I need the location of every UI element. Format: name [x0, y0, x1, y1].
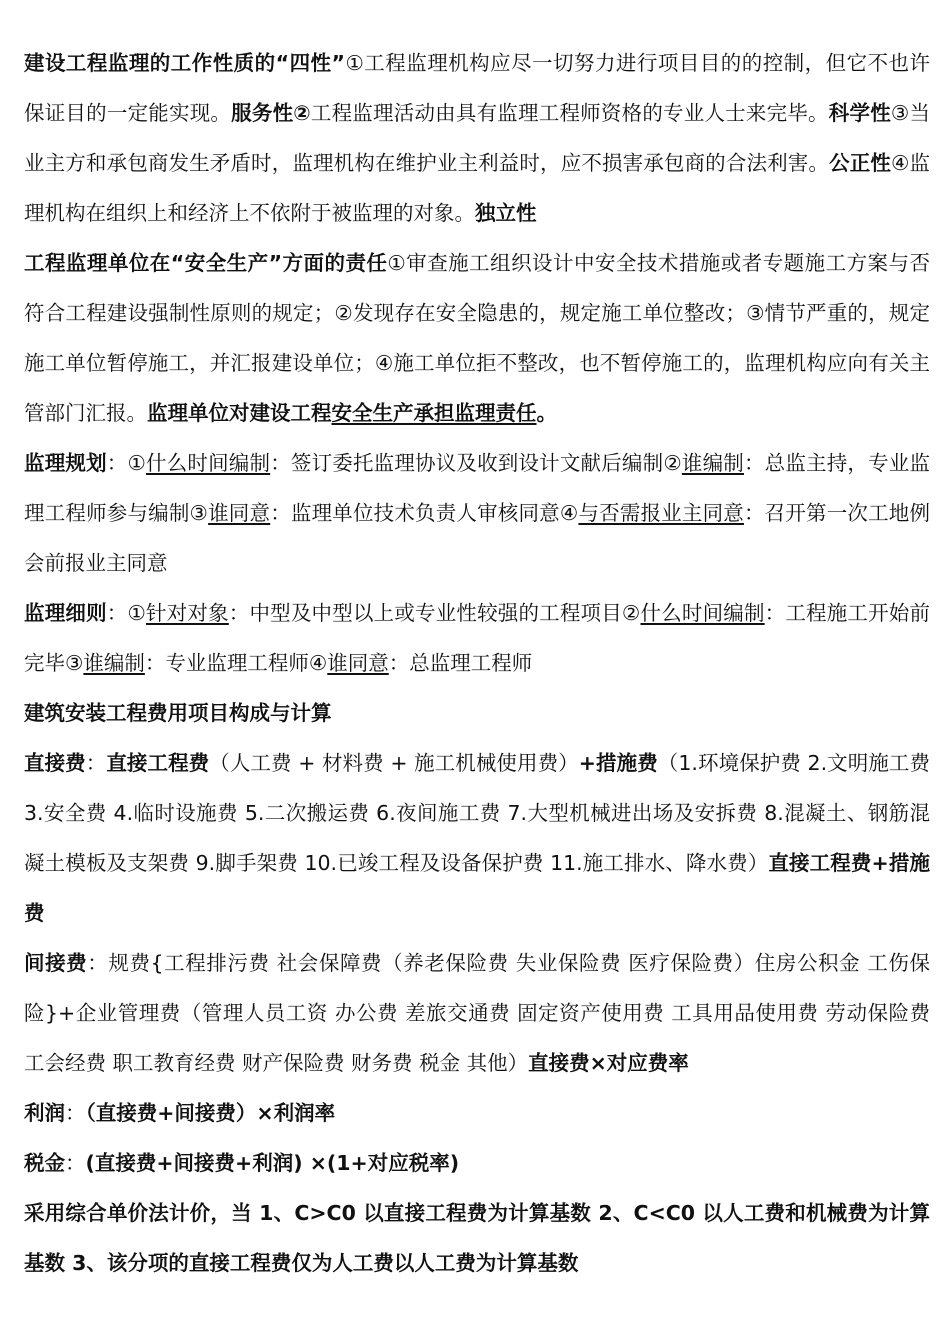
label-service: 服务性②	[231, 101, 311, 125]
text: （1.环境保护费 2.文明施工费 3.安全费 4.临时设施费 5.二次搬运费 6.夜间施工费 7.大型机械进出场及安拆费 8.混凝土、钢筋混凝土模板及支架费 9.脚手架费 10.已竣工程及设备保护费 11.施工排水、降水费）	[24, 751, 931, 875]
formula-tax: (直接费+间接费+利润) ×(1+对应税率)	[85, 1151, 460, 1175]
paragraph-indirect-cost	[24, 938, 930, 1088]
paragraph-safety-responsibility	[24, 238, 930, 438]
text-underline: 谁编制	[83, 651, 145, 675]
text: （人工费 + 材料费 + 施工机械使用费）	[209, 751, 579, 775]
text: ：	[65, 1101, 86, 1125]
text: ：①	[106, 601, 147, 625]
text-bold: 。	[536, 401, 557, 425]
label-measure-cost: +措施费	[578, 751, 658, 775]
label-direct-engineering-cost: 直接工程费	[106, 751, 210, 775]
paragraph-tax	[24, 1138, 930, 1188]
text: ：①	[106, 451, 147, 475]
text: ：总监主持，专业监理工程师参与编制③	[24, 451, 930, 525]
text: ①审查施工组织设计中安全技术措施或者专题施工方案与否符合工程建设强制性原则的规定；②发现存在安全隐患的，规定施工单位整改；③情节严重的，规定施工单位暂停施工，并汇报建设单位；④施工单位拒不整改，也不暂停施工的，监理机构应向有关主管部门汇报。	[24, 251, 930, 425]
text: ：监理单位技术负责人审核同意④	[270, 501, 579, 525]
label-independence: 独立性	[475, 201, 537, 225]
heading-direct-cost: 直接费	[24, 751, 86, 775]
text: ③当业主方和承包商发生矛盾时，监理机构在维护业主利益时，应不损害承包商的合法利害。	[24, 101, 931, 175]
text-underline: 针对对象	[146, 601, 229, 625]
text: ：签订委托监理协议及收到设计文献后编制②	[270, 451, 682, 475]
text-underline: 与否需报业主同意	[578, 501, 744, 525]
formula-profit: （直接费+间接费）×利润率	[85, 1101, 336, 1125]
text: ：工程施工开始前完毕③	[24, 601, 930, 675]
heading-profit: 利润	[24, 1101, 65, 1125]
paragraph-four-natures	[24, 38, 930, 238]
label-fairness: 公正性	[829, 151, 891, 175]
paragraph-supervision-rules	[24, 588, 930, 688]
heading-supervision-rules: 监理细则	[24, 601, 107, 625]
paragraph-cost-structure-title	[24, 688, 930, 738]
text-unit-price-method: 采用综合单价法计价，当 1、C>C0 以直接工程费为计算基数 2、C<C0 以人工费和机械费为计算基数 3、该分项的直接工程费仅为人工费以人工费为计算基数	[24, 1201, 930, 1275]
heading-cost-structure: 建筑安装工程费用项目构成与计算	[24, 701, 332, 725]
text: 工程监理活动由具有监理工程师资格的专业人士来完毕。	[310, 101, 829, 125]
text-underline: 谁编制	[681, 451, 744, 475]
paragraph-unit-price-method	[24, 1188, 930, 1288]
text: ：规费{工程排污费 社会保障费（养老保险费 失业保险费 医疗保险费）住房公积金 工伤保险}+企业管理费（管理人员工资 办公费 差旅交通费 固定资产使用费 工具用品使用费 劳动保险费 工会经费 职工教育经费 财产保险费 财务费 税金 其他）	[24, 951, 931, 1075]
text: ①工程监理机构应尽一切努力进行项目目的的控制，但它不也许保证目的一定能实现。	[24, 51, 930, 125]
paragraph-supervision-plan	[24, 438, 930, 588]
document-page	[24, 38, 930, 1288]
text: ：专业监理工程师④	[144, 651, 328, 675]
text-bold: 监理单位对建设工程	[147, 401, 332, 425]
heading-supervision-plan: 监理规划	[24, 451, 107, 475]
paragraph-direct-cost	[24, 738, 930, 938]
text: ：总监理工程师	[388, 651, 533, 675]
text-underline: 谁同意	[208, 501, 271, 525]
text: ：	[65, 1151, 86, 1175]
text-bold-underline: 安全生产承担监理责任	[331, 401, 537, 425]
heading-safety-responsibility: 工程监理单位在“安全生产”方面的责任	[24, 251, 388, 275]
text: ：	[85, 751, 107, 775]
heading-tax: 税金	[24, 1151, 65, 1175]
text: ：中型及中型以上或专业性较强的工程项目②	[228, 601, 641, 625]
text-underline: 什么时间编制	[640, 601, 765, 625]
text-underline: 什么时间编制	[146, 451, 271, 475]
text: ④监理机构在组织上和经济上不依附于被监理的对象。	[24, 151, 931, 225]
text: ：召开第一次工地例会前报业主同意	[24, 501, 930, 575]
heading-indirect-cost: 间接费	[24, 951, 88, 975]
heading-four-natures: 建设工程监理的工作性质的“四性”	[24, 51, 345, 75]
paragraph-profit	[24, 1088, 930, 1138]
formula-indirect-cost: 直接费×对应费率	[528, 1051, 689, 1075]
formula-direct-cost: 直接工程费+措施费	[24, 851, 930, 925]
label-science: 科学性	[828, 101, 891, 125]
text-underline: 谁同意	[327, 651, 389, 675]
